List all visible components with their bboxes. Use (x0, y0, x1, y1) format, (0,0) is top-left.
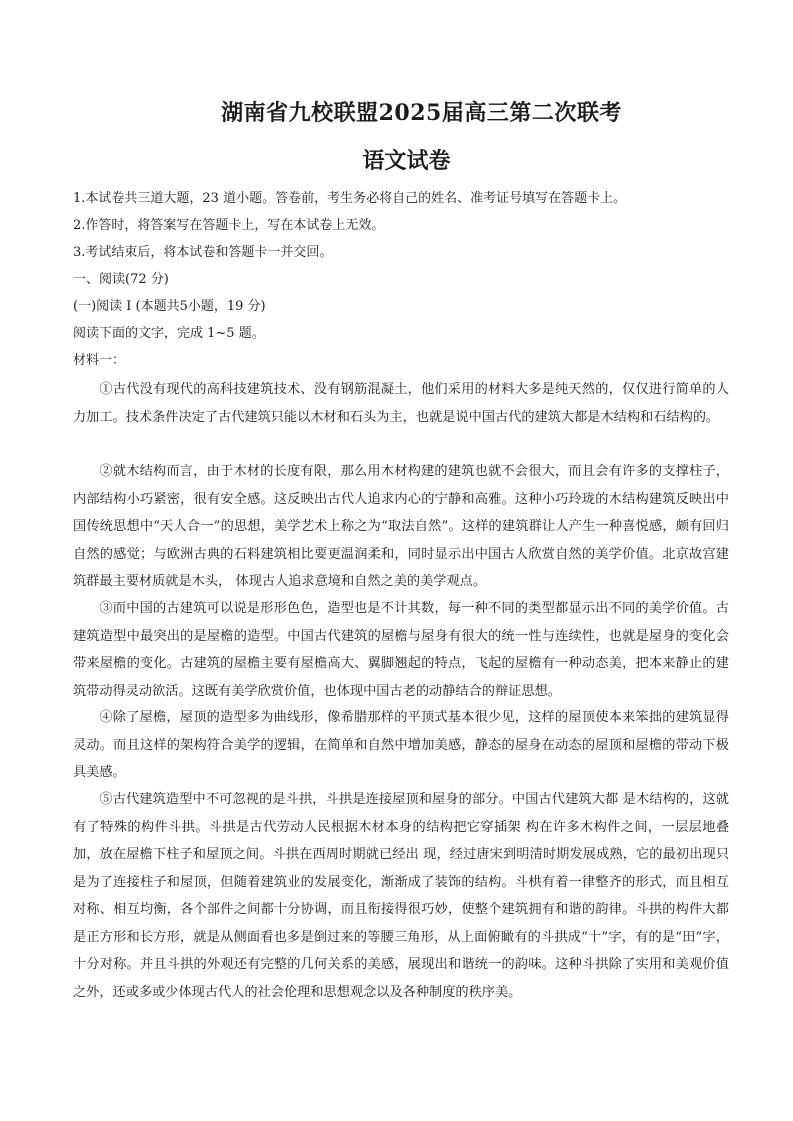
paragraph-4: ④除了屋檐，屋顶的造型多为曲线形，像希腊那样的平顶式基本很少见，这样的屋顶使本来笨拙的建筑显得灵动。而且这样的架构符合美学的逻辑，在简单和自然中增加美感，静态的屋身在动态的屋顶和屋檐的带动下极具美感。 (73, 710, 729, 780)
material-label: 材料一： (73, 353, 126, 368)
paragraph-3: ③而中国的古建筑可以说是形形色色，造型也是不计其数，每一种不同的类型都显示出不同的美学价值。古建筑造型中最突出的是屋檐的造型。中国古代建筑的屋檐与屋身有很大的统一性与连续性，也就是屋身的变化会带来屋檐的变化。古建筑的屋檐主要有屋檐高大、翼脚翘起的特点，飞起的屋檐有一种动态美，把本来静止的建筑带动得灵动欲活。这既有美学欣赏价值，也体现中国古老的动静结合的辩证思想。 (73, 601, 729, 699)
section-subheading: (一)阅读 I (本题共5小题，19 分) (73, 299, 266, 314)
paragraph-5: ⑤古代建筑造型中不可忽视的是斗拱，斗拱是连接屋顶和屋身的部分。中国古代建筑大都 是木结构的，这就有了特殊的构件斗拱。斗拱是古代劳动人民根据木材本身的结构把它穿插架 构在许多木构件之间，一层层地叠加，放在屋檐下柱子和屋顶之间。斗拱在西周时期就已经出 现，经过唐宋到明清时期发展成熟，它的最初出现只是为了连接柱子和屋顶，但随着建筑业的发展变化，渐渐成了装饰的结构。斗栱有着一律整齐的形式，而且相互对称、相互均衡，各个部件之间都十分协调，而且衔接得很巧妙，使整个建筑拥有和谐的韵律。斗拱的构件大都是正方形和长方形，就是从侧面看也多是倒过来的等腰三角形，从上面俯瞰有的斗拱成“十”字，有的是“田”字， 十分对称。并且斗拱的外观还有完整的几何关系的美感，展现出和谐统一的韵味。这种斗拱除了实用和美观价值之外，还或多或少体现古代人的社会伦理和思想观念以及各种制度的秩序美。 (73, 792, 730, 1000)
reading-directive: 阅读下面的文字，完成 1~5 题。 (73, 326, 265, 341)
paragraph-2: ②就木结构而言，由于木材的长度有限，那么用木材构建的建筑也就不会很大，而且会有许多的支撑柱子，内部结构小巧紧密，很有安全感。这反映出古代人追求内心的宁静和高雅。这种小巧玲珑的木结构建筑反映出中国传统思想中“天人合一”的思想，美学艺术上称之为“取法自然”。这样的建筑群让人产生一种喜悦感，颇有回归自然的感觉；与欧洲古典的石料建筑相比要更温润柔和，同时显示出中国古人欣赏自然的美学价值。北京故宫建筑群最主要材质就是木头， 体现古人追求意境和自然之美的美学观点。 (73, 464, 729, 589)
exam-title: 湖南省九校联盟2025届高三第二次联考 (221, 100, 622, 126)
section-heading: 一、阅读(72 分) (73, 272, 169, 287)
instruction-3: 3.考试结束后，将本试卷和答题卡一并交回。 (73, 245, 333, 260)
exam-subtitle: 语文试卷 (362, 148, 451, 174)
instruction-1: 1.本试卷共三道大题，23 道小题。答卷前，考生务必将自己的姓名、准考证号填写在答题卡上。 (73, 191, 627, 206)
instruction-2: 2.作答时，将答案写在答题卡上，写在本试卷上无效。 (73, 218, 385, 233)
paragraph-1: ①古代没有现代的高科技建筑技术、没有钢筋混凝土，他们采用的材料大多是纯天然的，仅仅进行简单的人力加工。技术条件决定了古代建筑只能以木材和石头为主，也就是说中国古代的建筑大都是木结构和石结构的。 (73, 382, 729, 425)
